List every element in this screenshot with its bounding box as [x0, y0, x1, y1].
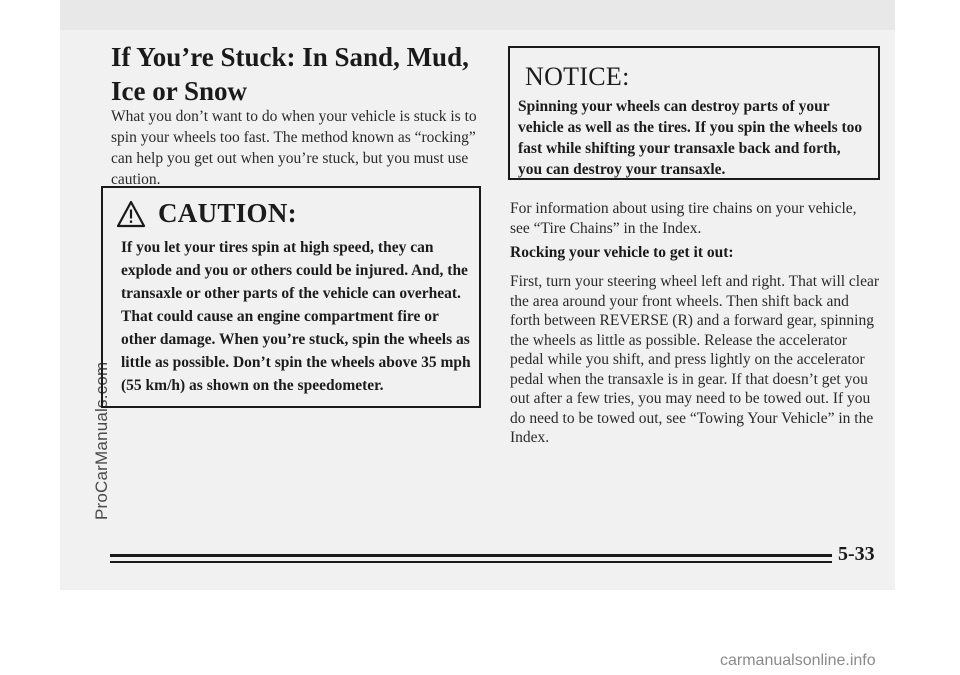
caution-box	[101, 186, 481, 408]
warning-triangle-icon	[116, 200, 146, 228]
notice-text: Spinning your wheels can destroy parts of your vehicle as well as the tires. If you spin the wheels too fast while shifting your transaxle back and forth, you can destroy your transaxle.	[518, 98, 863, 178]
footer-site-watermark: carmanualsonline.info	[720, 652, 876, 669]
notice-box	[508, 46, 880, 180]
page-number: 5-33	[838, 543, 875, 565]
notice-title: NOTICE:	[525, 62, 630, 91]
tire-chains-paragraph: For information about using tire chains on your vehicle, see “Tire Chains” in the Index.	[510, 200, 857, 237]
section-title: If You’re Stuck: In Sand, Mud, Ice or Snow	[111, 42, 469, 106]
page-top-band	[60, 0, 895, 30]
caution-text: If you let your tires spin at high speed, they can explode and you or others could be injured. And, the transaxle or other parts of the vehicle can overheat. That could cause an engine compartment fire or other damage. When you’re stuck, spin the wheels as little as possible. Don’t spin the wheels above 35 mph (55 km/h) as shown on the speedometer.	[121, 239, 471, 394]
caution-title: CAUTION:	[158, 198, 297, 228]
rocking-paragraph: First, turn your steering wheel left and right. That will clear the area around your front wheels. Then shift back and forth between REVERSE (R) and a forward gear, spinning the wheels as little as possible. Release the accelerator pedal while you shift, and press lightly on the accelerator pedal when the transaxle is in gear. If that doesn’t get you out after a few tries, you may need to be towed out. If you do need to be towed out, see “Towing Your Vehicle” in the Index.	[510, 273, 880, 446]
footer-rule-thick	[110, 554, 832, 557]
rocking-heading: Rocking your vehicle to get it out:	[510, 244, 734, 261]
intro-paragraph: What you don’t want to do when your vehicle is stuck is to spin your wheels too fast. The method known as “rocking” can help you get out when you’re stuck, but you must use caution.	[111, 108, 477, 188]
side-watermark: ProCarManuals.com	[92, 361, 111, 520]
footer-rule-thin	[110, 561, 832, 563]
caution-header	[116, 198, 297, 229]
